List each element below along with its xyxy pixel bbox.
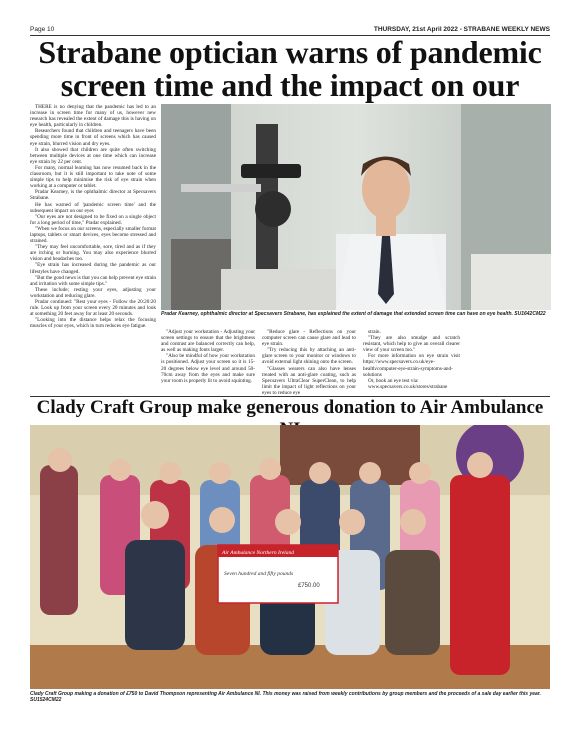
paragraph: "Also be mindful of how your workstation is positioned. Adjust your screen so it is 15-20 degrees below eye level and around 50-70cm away from the eyes and make sure your room is properly lit to avoid squinting. [161, 353, 255, 384]
paragraph: These include; resting your eyes, adjusting your workstation and reducing glare. [30, 286, 156, 299]
paragraph: "They may feel uncomfortable, sore, tired and as if they are itching or burning. You may also experience blurred vision and headaches too. [30, 244, 156, 263]
craft-group-photo [30, 425, 550, 689]
paragraph: "Try reducing this by attaching an anti-glare screen to your monitor or windows to avoid external light shining onto the screen. [262, 347, 356, 366]
craft-group-photo-caption: Clady Craft Group making a donation of £750 to David Thompson representing Air Ambulance NI. This money was raised from weekly contributions by group members and the proceeds of a sale day earlier this year. SU1524CM22 [30, 691, 541, 703]
optician-photo [161, 104, 551, 310]
paragraph: "Adjust your workstation - Adjusting your screen settings to ensure that the brightness and contrast are balanced correctly can help, as well as making fonts larger. [161, 329, 255, 354]
paragraph: strain. [368, 329, 381, 335]
publication-date: THURSDAY, 21st April 2022 - STRABANE WEEKLY NEWS [373, 26, 550, 33]
cheque-header: Air Ambulance Northern Ireland [222, 550, 294, 556]
cheque-amount-words: Seven hundred and fifty pounds [224, 571, 294, 577]
second-headline: Clady Craft Group make generous donation to Air Ambulance [36, 397, 544, 418]
paragraph: THERE is no denying that the pandemic has led to an increase in screen time for many of us, however new research has revealed the extent of damage this is having on eye health, particularly in children. [30, 104, 156, 129]
paragraph: "Eye strain has increased during the pandemic as our lifestyles have changed. [30, 262, 156, 275]
article1-column-4 [363, 329, 460, 395]
paragraph: He has warned of 'pandemic screen time' and the subsequent impact on our eyes [30, 201, 156, 214]
paragraph: "They are also smudge and scratch resistant, which help to give an overall clearer view of your screen too." [363, 335, 460, 354]
paragraph: "Our eyes are not designed to be fixed on a single object for a long period of time," Pradar explained. [30, 213, 156, 226]
paragraph: www.specsavers.co.uk/stores/strabane [368, 383, 448, 390]
main-headline: Strabane optician warns of pandemic screen time and the impact on our [38, 34, 542, 103]
paragraph: "When we focus on our screens, especially smaller format laptops, tablets or smart devices, eyes become stressed and strained. [30, 225, 156, 245]
paragraph: It also showed that children are quite often switching between multiple devices at one time which can increase eye strain by 22 per cent. [30, 146, 156, 165]
paragraph: Pradar continued: "Rest your eyes - Follow the 20:20:20 rule. Look up from your screen every 20 minutes and look at something 20 feet away for at least 20 seconds. [30, 299, 156, 318]
paragraph: "Reduce glare - Reflections on your computer screen can cause glare and lead to eye strain. [262, 329, 356, 348]
paragraph: "Looking into the distance helps relax the focusing muscles of your eyes, which in turn reduces eye fatigue. [30, 317, 156, 330]
paragraph: "Glasses wearers can also have lenses treated with an anti-glare coating, such as Specsavers UltraClear SuperClean, to help limit the impact of light reflections on your eyes to reduce eye [262, 365, 356, 395]
donation-cheque [218, 545, 338, 603]
paragraph: Or, book an eye test via: [368, 377, 419, 384]
article1-column-1 [30, 104, 156, 398]
page-number: Page 10 [30, 26, 55, 33]
cheque-amount: £750.00 [298, 583, 320, 589]
article1-column-3 [262, 329, 356, 395]
paragraph: "But the good news is that you can help prevent eye strain and irritation with some simple tips." [30, 274, 156, 287]
article1-column-2 [161, 329, 255, 395]
paragraph: Researchers found that children and teenagers have been spending more time in front of screens which has caused eye strain, blurred vision and dry eyes. [30, 128, 156, 147]
paragraph: Pradar Kearney, is the ophthalmic director at Specsavers Strabane. [30, 189, 156, 202]
paragraph: For many, normal learning has now resumed back in the classroom, but it is still important to take note of some simple tips to help minimise the risk of eye strain when working at a computer or tablet. [30, 164, 156, 190]
paragraph: For more information on eye strain visit https://www.specsavers.co.uk/eye-health/computer-eye-strain-symptoms-and-solutions [363, 353, 460, 378]
optician-photo-caption: Pradar Kearney, ophthalmic director at Specsavers Strabane, has explained the extent of damage that extended screen time can have on eye health. SU1642CM22 [161, 311, 546, 317]
